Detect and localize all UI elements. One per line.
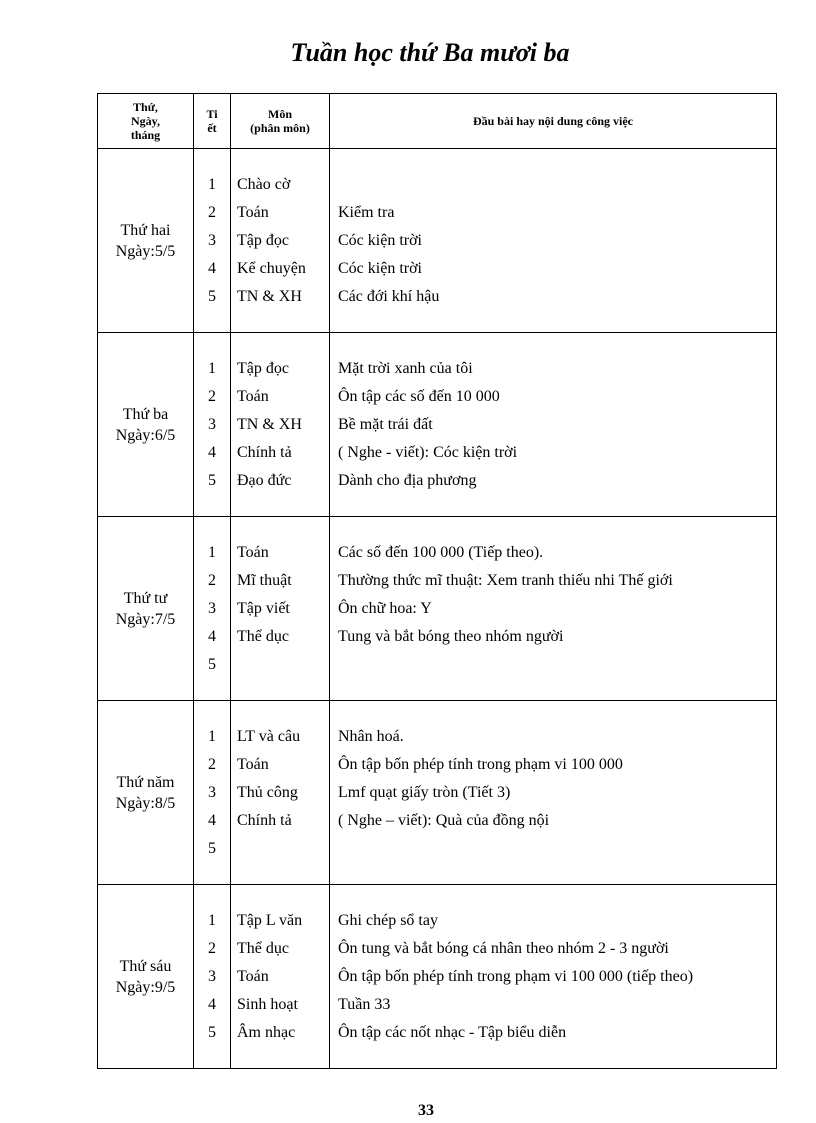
lesson-content: Dành cho địa phương <box>338 471 477 489</box>
subject-name: Tập đọc <box>237 359 289 377</box>
period-number: 1 <box>208 727 216 745</box>
lesson-content: Các số đến 100 000 (Tiếp theo). <box>338 543 544 561</box>
content-cell <box>330 517 777 701</box>
period-number: 3 <box>208 415 216 433</box>
lesson-content: Các đới khí hậu <box>338 287 440 305</box>
period-number: 3 <box>208 783 216 801</box>
header-subject-line2: (phân môn) <box>250 121 310 135</box>
subject-name: Chính tả <box>237 811 292 829</box>
subject-name: Thể dục <box>237 939 289 957</box>
subject-cell <box>231 149 330 333</box>
header-day-line3: tháng <box>130 128 161 142</box>
subject-name: Tập đọc <box>237 231 289 249</box>
day-name: Thứ tư <box>123 589 168 607</box>
subject-name: Tập viết <box>237 599 290 617</box>
lesson-content <box>338 171 776 199</box>
subject-name: LT và câu <box>237 727 301 745</box>
lesson-content: Ôn tập các số đến 10 000 <box>338 387 500 405</box>
period-number: 4 <box>208 811 216 829</box>
day-date: Ngày:7/5 <box>115 610 176 628</box>
period-cell <box>194 885 231 1069</box>
lesson-content: ( Nghe - viết): Cóc kiện trời <box>338 443 518 461</box>
subject-cell <box>231 333 330 517</box>
period-number: 5 <box>208 1023 216 1041</box>
day-cell <box>98 885 194 1069</box>
subject-cell <box>231 885 330 1069</box>
day-cell <box>98 333 194 517</box>
table-row <box>98 333 777 517</box>
day-date: Ngày:8/5 <box>115 794 176 812</box>
subject-name <box>237 651 329 679</box>
day-date: Ngày:9/5 <box>115 978 176 996</box>
lesson-content: Lmf quạt giấy tròn (Tiết 3) <box>338 783 511 801</box>
lesson-content: Cóc kiện trời <box>338 231 422 249</box>
subject-name <box>237 835 329 863</box>
subject-name: Đạo đức <box>237 471 292 489</box>
lesson-content: Ghi chép sổ tay <box>338 911 438 929</box>
subject-name: Toán <box>237 967 269 985</box>
lesson-content: Cóc kiện trời <box>338 259 422 277</box>
header-subject-line1: Môn <box>268 107 292 121</box>
period-cell <box>194 333 231 517</box>
lesson-content: Tung và bắt bóng theo nhóm người <box>338 627 564 645</box>
day-cell <box>98 149 194 333</box>
subject-name: Tập L văn <box>237 911 303 929</box>
subject-name: Âm nhạc <box>237 1023 296 1041</box>
lesson-content: ( Nghe – viết): Quà của đồng nội <box>338 811 550 829</box>
header-subject <box>231 94 330 149</box>
subject-name: Toán <box>237 203 269 221</box>
content-cell <box>330 701 777 885</box>
subject-name: Toán <box>237 543 269 561</box>
table-row <box>98 517 777 701</box>
subject-name: Sinh hoạt <box>237 995 298 1013</box>
lesson-content: Mặt trời xanh của tôi <box>338 359 473 377</box>
lesson-content <box>338 651 776 679</box>
period-cell <box>194 517 231 701</box>
period-number: 3 <box>208 599 216 617</box>
header-period-line1: Ti <box>206 107 218 121</box>
header-period <box>194 94 231 149</box>
period-number: 2 <box>208 203 216 221</box>
lesson-content: Tuần 33 <box>338 995 391 1013</box>
period-number: 5 <box>208 839 216 857</box>
header-content-label: Đầu bài hay nội dung công việc <box>472 114 634 128</box>
lesson-content: Thường thức mĩ thuật: Xem tranh thiếu nhi Thế giới <box>338 571 673 589</box>
day-name: Thứ ba <box>122 405 169 423</box>
content-cell <box>330 885 777 1069</box>
lesson-content: Kiểm tra <box>338 203 395 221</box>
day-cell <box>98 517 194 701</box>
period-number: 4 <box>208 443 216 461</box>
period-number: 2 <box>208 571 216 589</box>
subject-name: Kể chuyện <box>237 259 306 277</box>
subject-cell <box>231 517 330 701</box>
weekly-schedule-table <box>97 93 777 1069</box>
period-cell <box>194 149 231 333</box>
lesson-content: Ôn tập các nốt nhạc - Tập biểu diễn <box>338 1023 567 1041</box>
subject-name: Chính tả <box>237 443 292 461</box>
page-title: Tuần học thứ Ba mươi ba <box>290 38 570 67</box>
subject-name: TN & XH <box>237 287 302 305</box>
day-date: Ngày:5/5 <box>115 242 176 260</box>
page-number: 33 <box>418 1102 434 1119</box>
subject-name: Toán <box>237 755 269 773</box>
period-number: 2 <box>208 387 216 405</box>
header-day-line2: Ngày, <box>130 114 160 128</box>
period-number: 1 <box>208 175 216 193</box>
lesson-content: Nhân hoá. <box>338 727 404 745</box>
subject-name: Thể dục <box>237 627 289 645</box>
subject-cell <box>231 701 330 885</box>
schedule-body <box>98 149 777 1069</box>
lesson-content: Ôn tập bốn phép tính trong phạm vi 100 000 (tiếp theo) <box>338 967 694 985</box>
period-number: 3 <box>208 967 216 985</box>
period-number: 4 <box>208 259 216 277</box>
lesson-content: Bề mặt trái đất <box>338 415 433 433</box>
day-name: Thứ sáu <box>119 957 172 975</box>
table-header-row <box>98 94 777 149</box>
period-number: 3 <box>208 231 216 249</box>
table-row <box>98 149 777 333</box>
header-day <box>98 94 194 149</box>
table-row <box>98 885 777 1069</box>
content-cell <box>330 333 777 517</box>
content-cell <box>330 149 777 333</box>
lesson-content <box>338 835 776 863</box>
period-number: 4 <box>208 627 216 645</box>
table-row <box>98 701 777 885</box>
header-period-line2: ết <box>207 121 217 135</box>
header-day-line1: Thứ, <box>133 100 158 114</box>
day-cell <box>98 701 194 885</box>
lesson-content: Ôn tung và bắt bóng cá nhân theo nhóm 2 - 3 người <box>338 939 669 957</box>
subject-name: Thủ công <box>237 783 298 801</box>
day-date: Ngày:6/5 <box>115 426 176 444</box>
period-number: 5 <box>208 471 216 489</box>
period-number: 1 <box>208 543 216 561</box>
subject-name: Toán <box>237 387 269 405</box>
lesson-content: Ôn tập bốn phép tính trong phạm vi 100 000 <box>338 755 623 773</box>
period-number: 4 <box>208 995 216 1013</box>
period-cell <box>194 701 231 885</box>
period-number: 2 <box>208 939 216 957</box>
subject-name: TN & XH <box>237 415 302 433</box>
subject-name: Mĩ thuật <box>237 571 292 589</box>
period-number: 5 <box>208 655 216 673</box>
period-number: 5 <box>208 287 216 305</box>
lesson-content: Ôn chữ hoa: Y <box>338 599 432 617</box>
period-number: 1 <box>208 911 216 929</box>
period-number: 1 <box>208 359 216 377</box>
day-name: Thứ hai <box>120 221 171 239</box>
day-name: Thứ năm <box>116 773 175 791</box>
header-content <box>330 94 777 149</box>
period-number: 2 <box>208 755 216 773</box>
subject-name: Chào cờ <box>237 175 291 193</box>
